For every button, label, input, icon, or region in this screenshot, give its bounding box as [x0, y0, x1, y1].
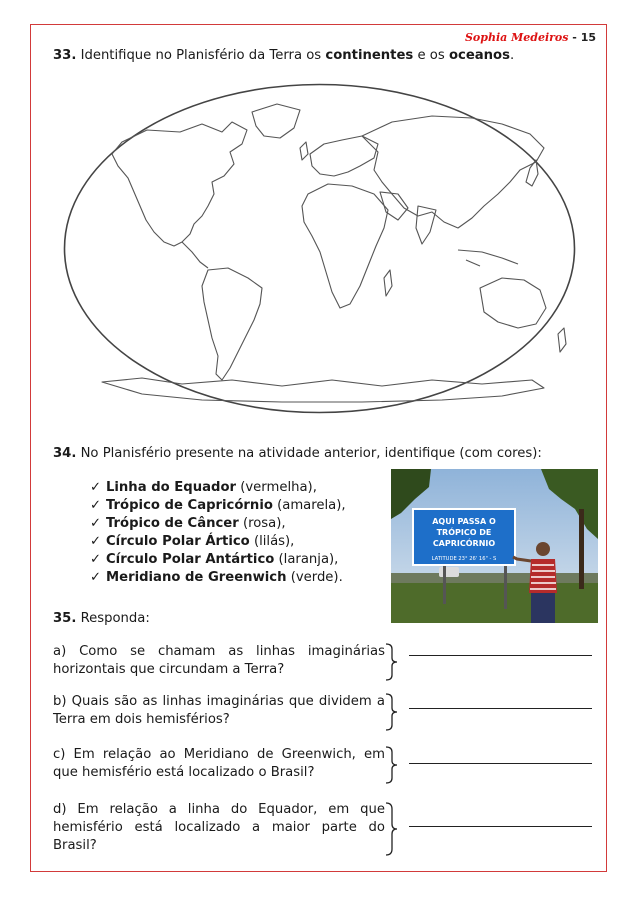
question-34-text: No Planisfério presente na atividade anterior, identifique (com cores):	[76, 446, 542, 461]
checklist-item	[90, 497, 346, 515]
checklist-item-color: (lilás),	[253, 534, 295, 549]
check-icon: ✓	[90, 552, 102, 567]
tropic-of-capricorn-photo	[391, 469, 598, 623]
page-number: 15	[580, 31, 596, 44]
question-35	[53, 610, 601, 628]
world-map	[62, 82, 577, 415]
answer-line-c[interactable]	[409, 763, 592, 764]
question-33-continents: continentes	[325, 48, 414, 63]
question-35b: b) Quais são as linhas imaginárias que dividem a Terra em dois hemisférios?	[53, 694, 385, 727]
check-icon: ✓	[90, 480, 102, 495]
sign-post-right	[504, 559, 507, 609]
checklist-item	[90, 551, 346, 569]
page-header	[465, 31, 596, 44]
australia-shape	[480, 278, 546, 328]
map-outline	[65, 85, 575, 413]
checklist-item-name: Trópico de Capricórnio	[106, 498, 273, 513]
madagascar-shape	[384, 270, 392, 296]
question-33-oceans: oceanos	[448, 48, 510, 63]
checklist-item-name: Meridiano de Greenwich	[106, 570, 287, 585]
africa-shape	[302, 184, 388, 308]
brace-icon	[384, 643, 398, 681]
checklist-item	[90, 515, 346, 533]
checklist-item-color: (amarela),	[277, 498, 346, 513]
greenland-shape	[252, 104, 300, 138]
checklist-item	[90, 569, 346, 587]
sign-line-1: AQUI PASSA O	[432, 517, 496, 526]
check-icon: ✓	[90, 498, 102, 513]
checklist-item-name: Linha do Equador	[106, 480, 237, 495]
check-icon: ✓	[90, 570, 102, 585]
question-33-text-end: .	[509, 48, 515, 63]
check-icon: ✓	[90, 516, 102, 531]
north-america-shape	[112, 122, 247, 246]
british-isles-shape	[300, 142, 308, 160]
lines-checklist	[90, 479, 346, 587]
answer-line-a[interactable]	[409, 655, 592, 656]
brace-icon	[384, 802, 398, 856]
checklist-item	[90, 479, 346, 497]
brace-icon	[384, 693, 398, 731]
sign-latitude: LATITUDE 23° 26' 16" - S	[431, 556, 497, 562]
question-35-text: Responda:	[76, 611, 150, 626]
checklist-item-color: (laranja),	[278, 552, 339, 567]
central-america-shape	[182, 242, 208, 268]
sign-line-2: TRÓPICO DE	[436, 528, 492, 537]
tree-trunk	[579, 509, 584, 589]
question-33	[53, 47, 601, 65]
answer-line-d[interactable]	[409, 826, 592, 827]
answer-line-b[interactable]	[409, 708, 592, 709]
new-zealand-shape	[558, 328, 566, 352]
question-35-number: 35.	[53, 611, 77, 626]
checklist-item-name: Trópico de Câncer	[106, 516, 239, 531]
brace-icon	[384, 746, 398, 784]
south-america-shape	[202, 268, 262, 380]
person-head	[536, 542, 550, 556]
sign-line-3: CAPRICÓRNIO	[432, 539, 496, 548]
checklist-item	[90, 533, 346, 551]
checklist-item-name: Círculo Polar Antártico	[106, 552, 275, 567]
checklist-item-color: (rosa),	[242, 516, 286, 531]
question-33-text-mid: e os	[413, 48, 449, 63]
author-name: Sophia Medeiros	[464, 31, 569, 44]
car	[439, 567, 459, 577]
question-34-number: 34.	[53, 446, 77, 461]
road	[391, 573, 598, 583]
question-35c: c) Em relação ao Meridiano de Greenwich, em que hemisfério está localizado o Brasil?	[53, 747, 385, 780]
question-34	[53, 445, 601, 463]
question-33-number: 33.	[53, 48, 77, 63]
checklist-item-color: (vermelha),	[240, 480, 317, 495]
header-separator: -	[568, 31, 581, 44]
antarctica-shape	[102, 378, 544, 402]
checklist-item-color: (verde).	[290, 570, 343, 585]
question-33-text: Identifique no Planisfério da Terra os	[76, 48, 326, 63]
question-35d: d) Em relação a linha do Equador, em que hemisfério está localizado a maior parte do Brasil?	[53, 802, 385, 853]
asia-shape	[362, 116, 544, 228]
india-shape	[416, 206, 436, 244]
indonesia-shape	[458, 250, 518, 266]
checklist-item-name: Círculo Polar Ártico	[106, 534, 250, 549]
person-body	[529, 559, 557, 593]
question-35a: a) Como se chamam as linhas imaginárias horizontais que circundam a Terra?	[53, 644, 385, 677]
check-icon: ✓	[90, 534, 102, 549]
